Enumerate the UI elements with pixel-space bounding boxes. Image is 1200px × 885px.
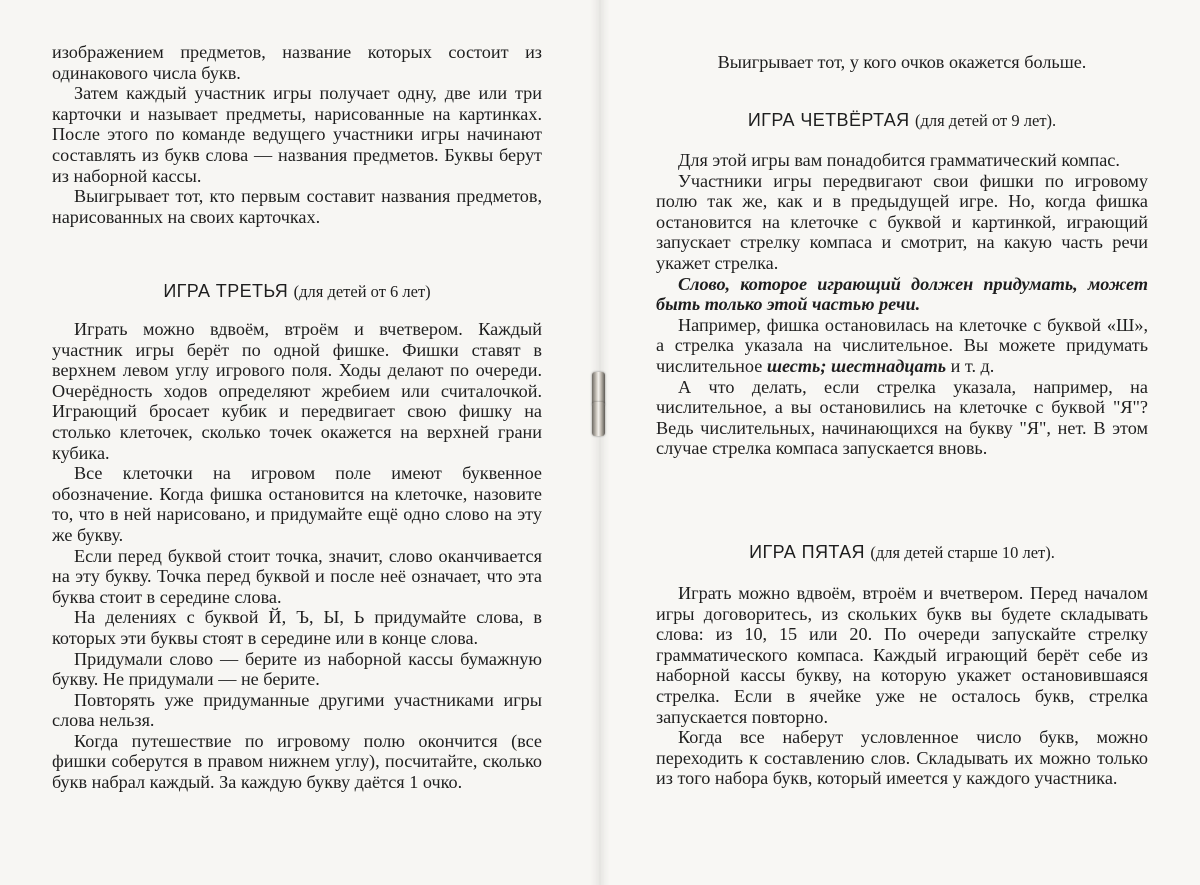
game3-heading bbox=[52, 281, 542, 303]
paragraph: Для этой игры вам понадобится грамматический компас. bbox=[678, 150, 1120, 170]
left-top-text bbox=[52, 42, 542, 227]
game5-text bbox=[656, 583, 1148, 789]
paragraph: Когда все наберут условленное число букв, можно переходить к составлению слов. Складывать их можно только из того набора букв, который имеется у каждого участника. bbox=[656, 727, 1148, 789]
game3-title: ИГРА ТРЕТЬЯ bbox=[163, 281, 289, 301]
game4-text bbox=[656, 150, 1148, 459]
paragraph: Затем каждый участник игры получает одну, две или три карточки и называет предметы, нарисованные на картинках. После этого по команде ведущего участники игры начинают составлять из букв слова — названия предметов. Буквы берут из наборной кассы. bbox=[52, 83, 542, 186]
game5-heading bbox=[656, 542, 1148, 564]
paragraph: Участники игры передвигают свои фишки по игровому полю так же, как и в предыдущей игре. Но, когда фишка остановится на клеточке с буквой и картинкой, играющий запускает стрелку компаса и смотрит, на какую часть речи укажет стрелка. bbox=[656, 170, 1148, 273]
example-end: и т. д. bbox=[950, 355, 995, 376]
paragraph: Играть можно вдвоём, втроём и вчетвером. Перед началом игры договоритесь, из скольких букв вы будете складывать слова: из 10, 15 или 20. По очереди запускайте стрелку грамматического компаса. Каждый играющий берёт себе из наборной кассы букву, на которую укажет остановившаяся стрелка. Если в ячейке уже не осталось букв, стрелка запускается повторно. bbox=[656, 583, 1148, 727]
staple-top bbox=[592, 372, 605, 406]
paragraph bbox=[656, 315, 1148, 377]
game5-title: ИГРА ПЯТАЯ bbox=[749, 542, 865, 562]
paragraph: А что делать, если стрелка указала, например, на числительное, а вы остановились на клеточке с буквой "Я"? Ведь числительных, начинающихся на букву "Я", нет. В этом случае стрелка компаса запускается вновь. bbox=[656, 376, 1148, 459]
left-page bbox=[0, 0, 596, 885]
game3-age: (для детей от 6 лет) bbox=[293, 282, 431, 301]
paragraph: Придумали слово — берите из наборной кассы бумажную букву. Не придумали — не берите. bbox=[52, 648, 542, 690]
game3-text bbox=[52, 319, 542, 793]
paragraph: Повторять уже придуманные другими участниками игры слова нельзя. bbox=[52, 689, 542, 731]
staple-bottom bbox=[592, 402, 605, 436]
example-words: шесть; шестнадцать bbox=[766, 355, 947, 376]
game5-age: (для детей старше 10 лет). bbox=[870, 543, 1055, 562]
page-fold bbox=[590, 0, 610, 885]
paragraph: Выигрывает тот, кто первым составит названия предметов, нарисованных на своих карточках. bbox=[52, 186, 542, 227]
paragraph: Выигрывает тот, у кого очков окажется больше. bbox=[717, 52, 1087, 72]
game4-heading bbox=[656, 110, 1148, 132]
game4-title: ИГРА ЧЕТВЁРТАЯ bbox=[747, 110, 910, 130]
game4-age: (для детей от 9 лет). bbox=[914, 111, 1057, 130]
right-page bbox=[604, 0, 1200, 885]
paragraph: Когда путешествие по игровому полю окончится (все фишки соберутся в правом нижнем углу), посчитайте, сколько букв набрал каждый. За каждую букву даётся 1 очко. bbox=[52, 730, 542, 793]
right-top-text bbox=[656, 52, 1148, 73]
paragraph: Играть можно вдвоём, втроём и вчетвером. Каждый участник игры берёт по одной фишке. Фишки ставят в верхнем левом углу игрового поля. Ходы делают по очереди. Очерёдность ходов определяют жребием или считалочкой. Играющий бросает кубик и передвигает свою фишку на столько клеточек, сколько точек окажется на верхней грани кубика. bbox=[52, 319, 542, 463]
paragraph: Все клеточки на игровом поле имеют буквенное обозначение. Когда фишка остановится на клеточке, назовите то, что в ней нарисовано, и придумайте ещё одно слово на эту же букву. bbox=[52, 463, 542, 545]
paragraph: На делениях с буквой Й, Ъ, Ы, Ь придумайте слова, в которых эти буквы стоят в середине или в конце слова. bbox=[52, 607, 542, 648]
rule-emphasis: Слово, которое играющий должен придумать, может быть только этой частью речи. bbox=[656, 273, 1148, 315]
paragraph: изображением предметов, название которых состоит из одинакового числа букв. bbox=[52, 42, 542, 83]
example-text: Например, фишка остановилась на клеточке с буквой «Ш», а стрелка указала на числительное. Вы можете придумать числительное bbox=[656, 314, 1148, 376]
paragraph: Если перед буквой стоит точка, значит, слово оканчивается на эту букву. Точка перед буквой и после неё означает, что эта буква стоит в середине слова. bbox=[52, 545, 542, 607]
